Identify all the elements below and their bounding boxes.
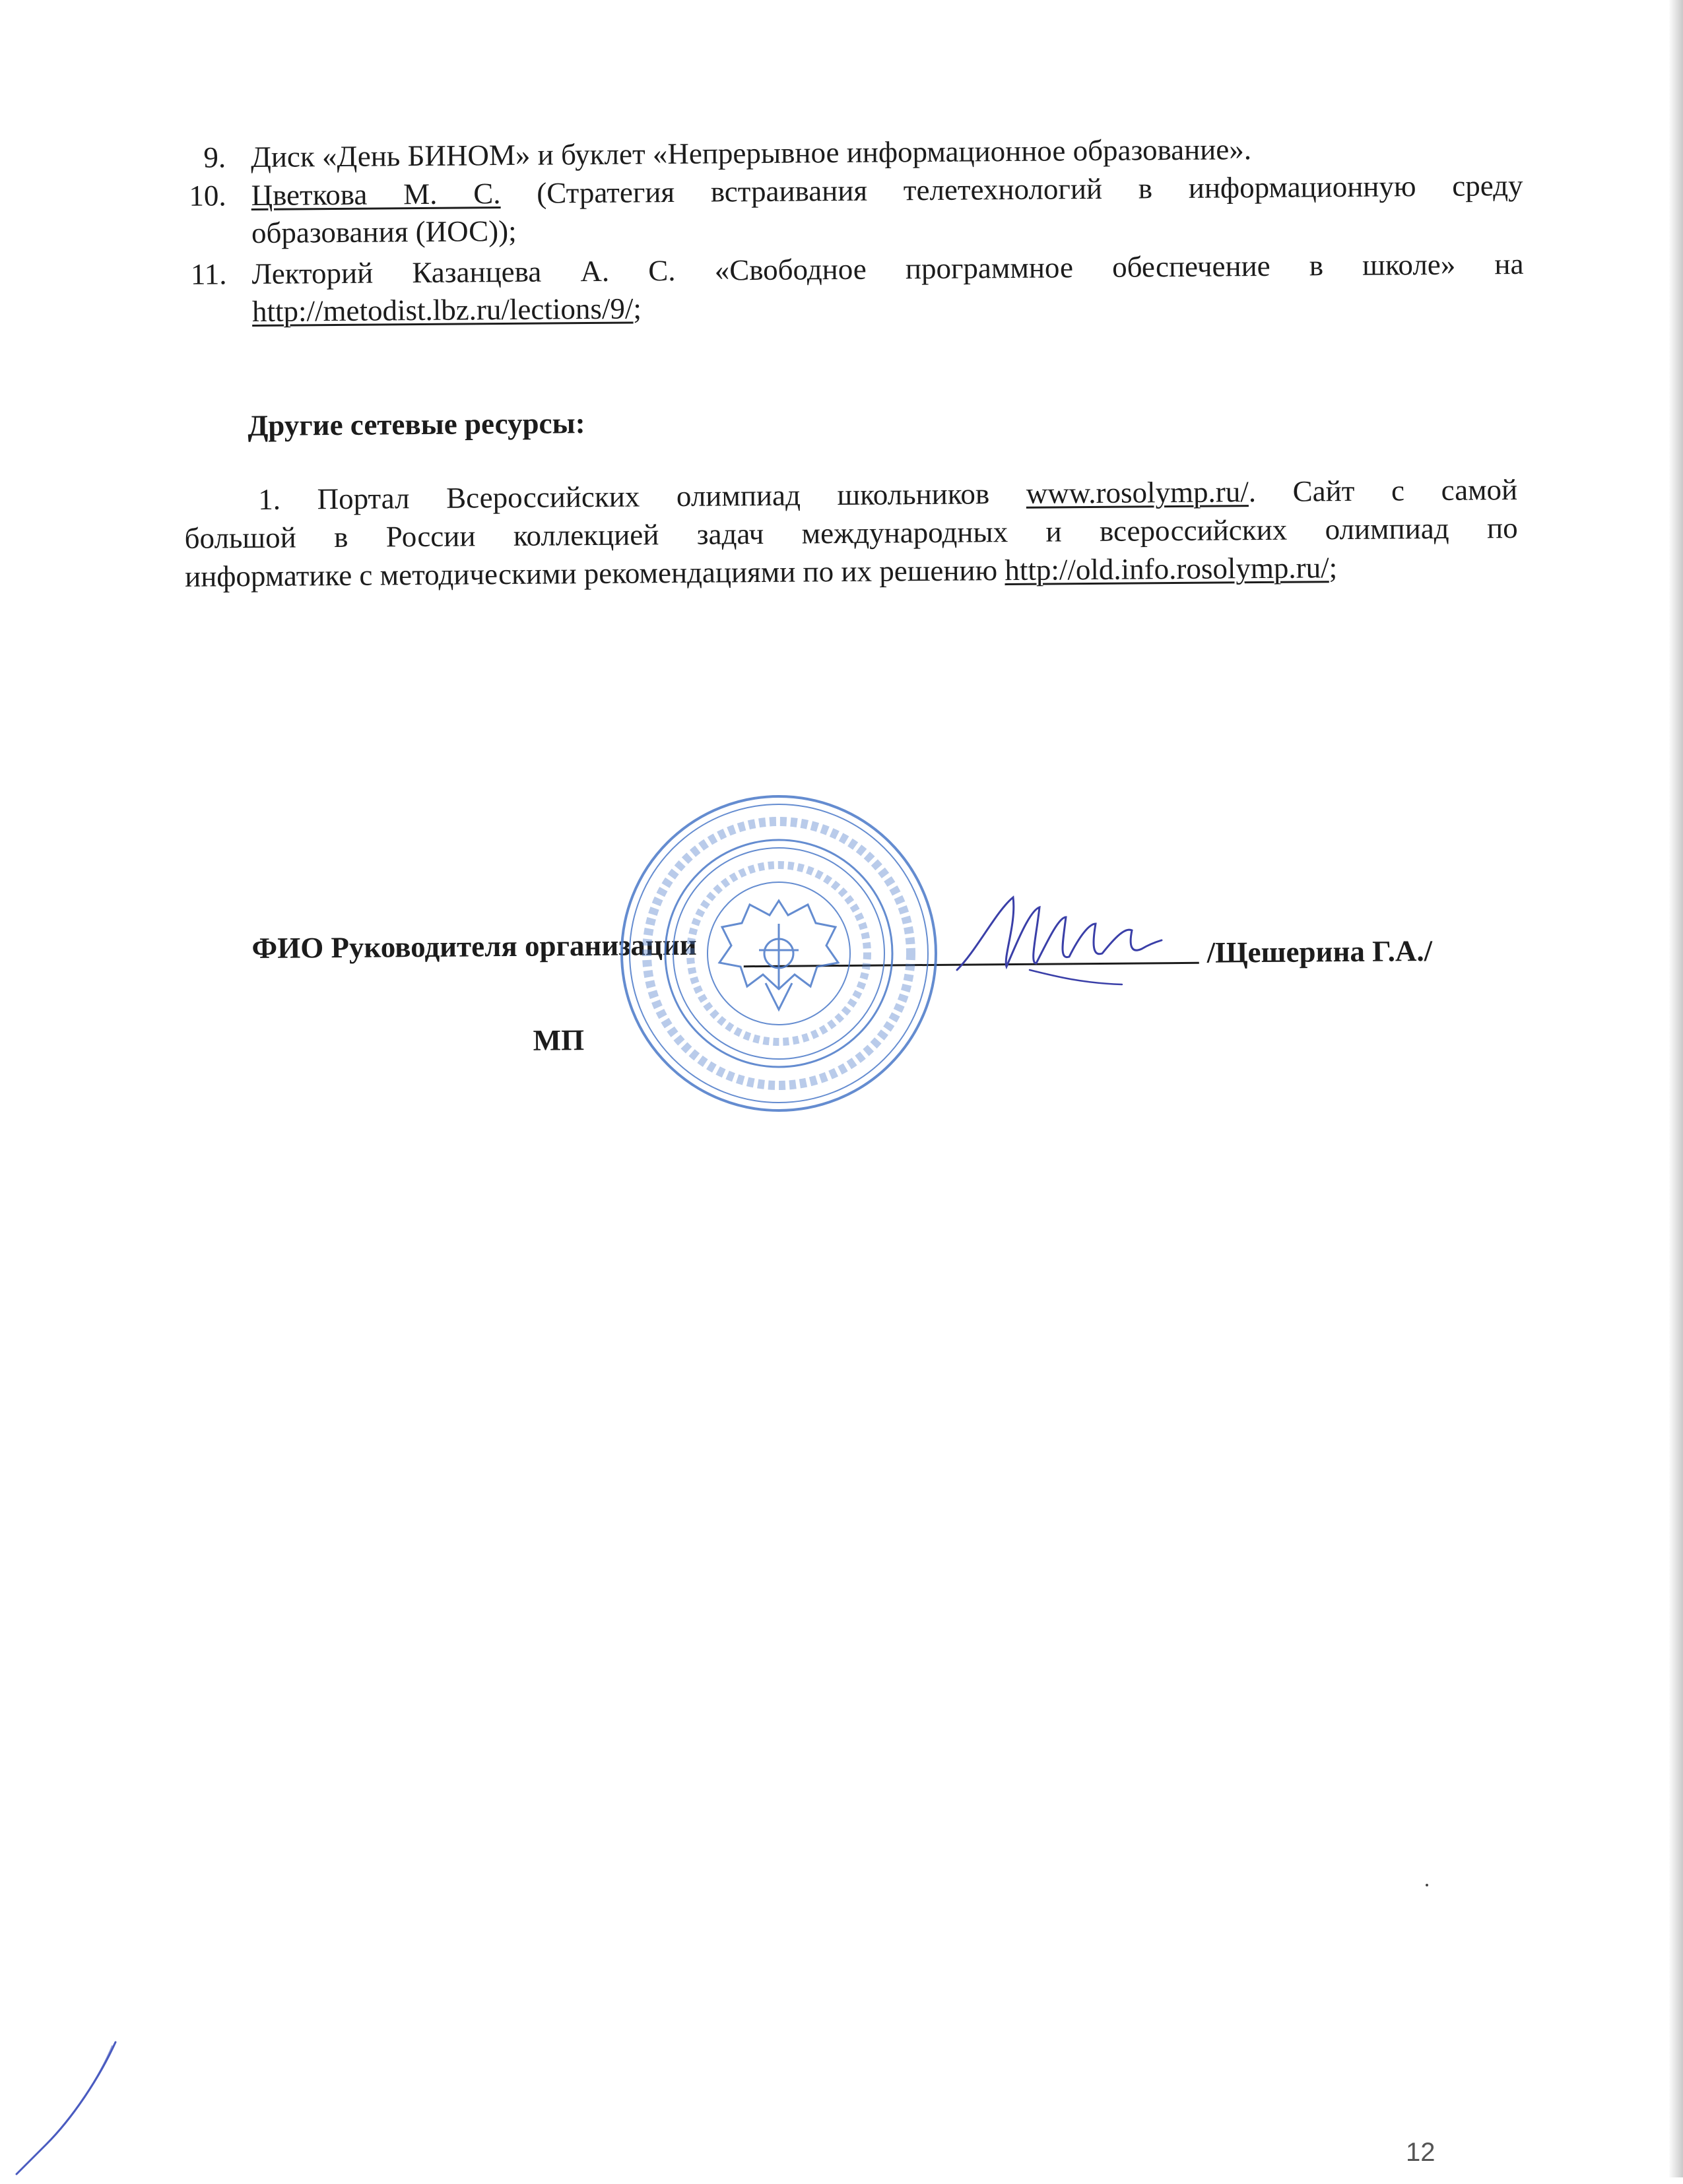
list-item-10-line2: образования (ИОС));	[251, 214, 517, 250]
resource-1-line3-suffix: ;	[1329, 551, 1338, 585]
link-suffix: ;	[633, 292, 642, 325]
speck	[1426, 1884, 1428, 1886]
stamp-place-label: МП	[533, 1023, 585, 1057]
list-item-9-text: Диск «День БИНОМ» и буклет «Непрерывное информационное образование».	[250, 133, 1252, 174]
resource-1-line1-text: Портал Всероссийских олимпиад школьников	[317, 477, 990, 516]
resource-1-line3	[185, 549, 1337, 595]
handwritten-signature-icon	[950, 871, 1168, 1003]
rosolymp-link[interactable]: www.rosolymp.ru/	[1026, 475, 1249, 510]
resource-1-line1-tail: . Сайт с самой	[1248, 472, 1518, 509]
list-number-9: 9.	[203, 141, 226, 174]
list-number-10: 10.	[189, 179, 226, 212]
pen-mark-icon	[0, 2039, 145, 2177]
list-number-11: 11.	[190, 257, 227, 291]
director-name: /Щешерина Г.А./	[1206, 934, 1433, 969]
official-seal-icon	[617, 792, 940, 1115]
list-item-11-line2	[252, 290, 642, 330]
metodist-link[interactable]: http://metodist.lbz.ru/lections/9/	[251, 292, 634, 329]
resource-number: 1.	[258, 482, 281, 516]
signature-label: ФИО Руководителя организации	[251, 928, 697, 965]
resource-1-line2: большой в России коллекцией задач международных и всероссийских олимпиад по	[184, 511, 1518, 555]
info-rosolymp-link[interactable]: http://old.info.rosolymp.ru/	[1005, 551, 1329, 587]
resource-1-line3-text: информатике с методическими рекомендациями по их решению	[184, 554, 998, 593]
section-title: Другие сетевые ресурсы:	[248, 406, 585, 443]
author-link[interactable]: Цветкова М. С.	[251, 177, 501, 212]
list-item-10-line1-rest: (Стратегия встраивания телетехнологий в информационную среду	[537, 168, 1523, 210]
list-item-11-line1: Лекторий Казанцева А. С. «Свободное программное обеспечение в школе» на	[251, 247, 1524, 291]
page-number: 12	[1406, 2138, 1436, 2167]
